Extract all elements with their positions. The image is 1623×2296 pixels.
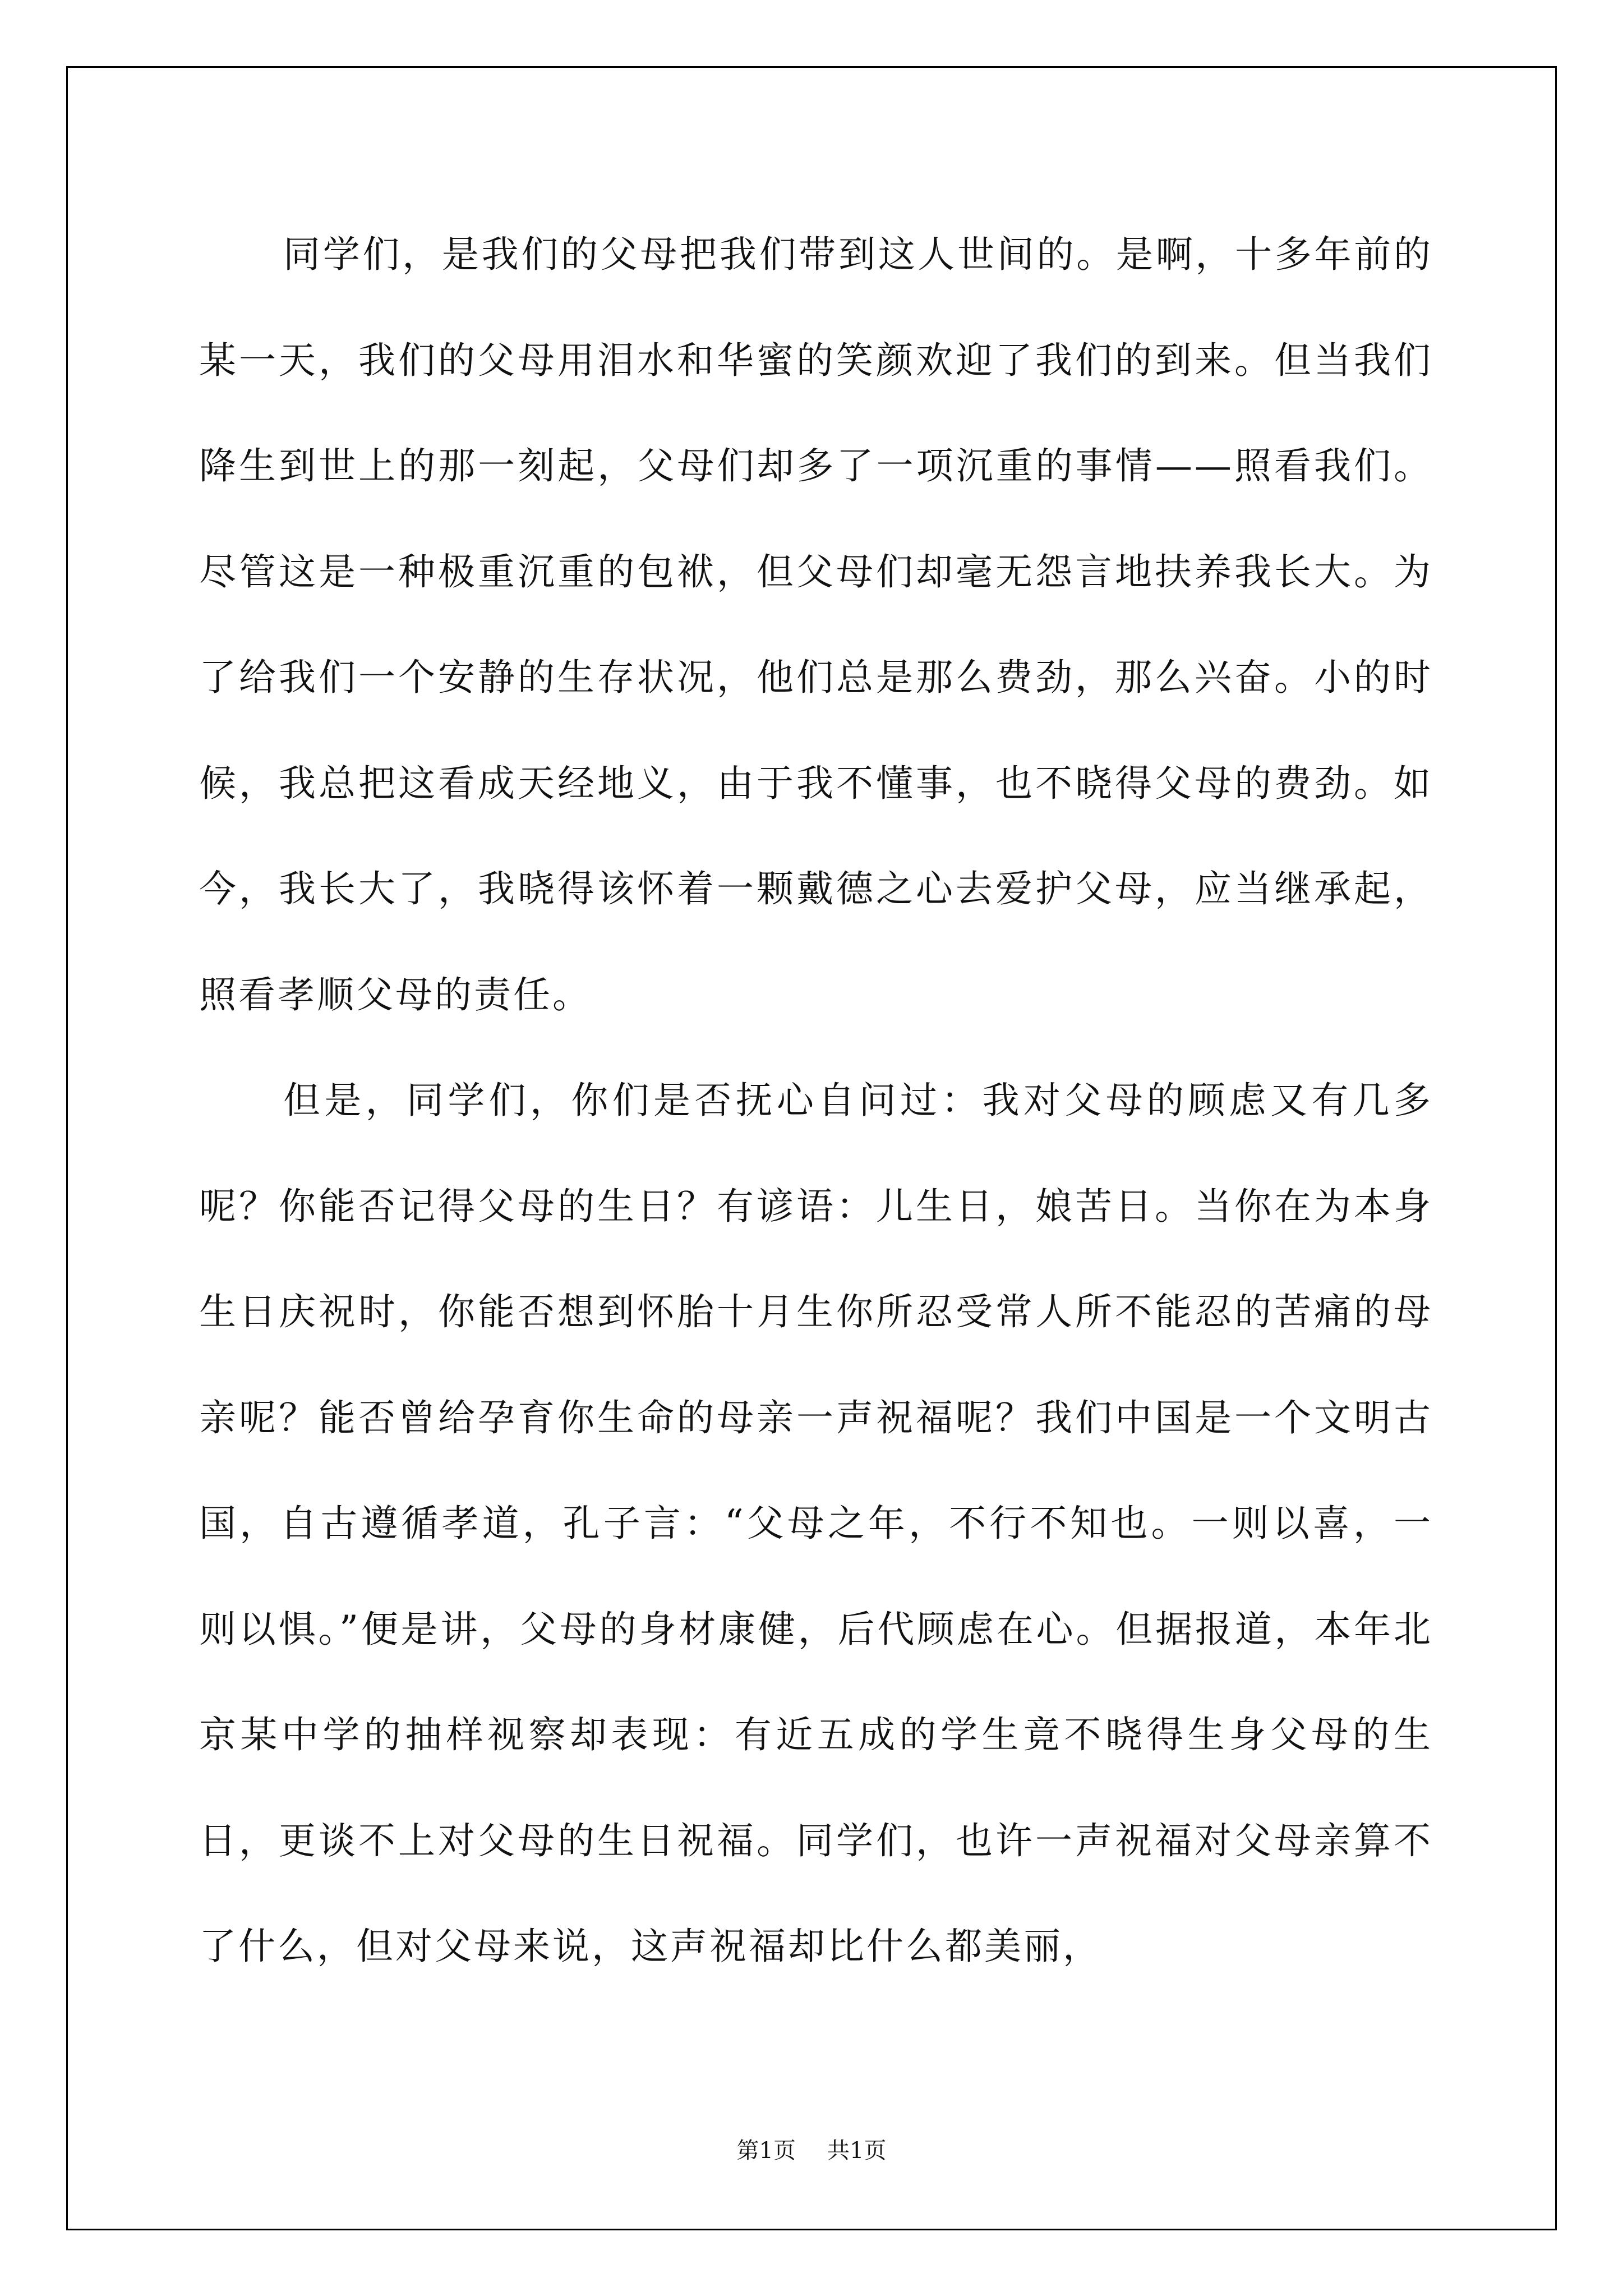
page-total: 共1页 bbox=[827, 2138, 887, 2164]
paragraph-1: 同学们，是我们的父母把我们带到这人世间的。是啊，十多年前的某一天，我们的父母用泪水和华蜜的笑颜欢迎了我们的到来。但当我们降生到世上的那一刻起，父母们却多了一项沉重的事情——照看我们。尽管这是一种极重沉重的包袱，但父母们却毫无怨言地扶养我长大。为了给我们一个安静的生存状况，他们总是那么费劲，那么兴奋。小的时候，我总把这看成天经地义，由于我不懂事，也不晓得父母的费劲。如今，我长大了，我晓得该怀着一颗戴德之心去爱护父母，应当继承起，照看孝顺父母的责任。 bbox=[199, 233, 1433, 1016]
page-number: 第1页 bbox=[736, 2138, 796, 2164]
page-footer bbox=[0, 2133, 1623, 2165]
paragraph-2: 但是，同学们，你们是否抚心自问过：我对父母的顾虑又有几多呢？你能否记得父母的生日？有谚语：儿生日，娘苦日。当你在为本身生日庆祝时，你能否想到怀胎十月生你所忍受常人所不能忍的苦痛的母亲呢？能否曾给孕育你生命的母亲一声祝福呢？我们中国是一个文明古国，自古遵循孝道，孔子言：“父母之年，不行不知也。一则以喜，一则以惧。”便是讲，父母的身材康健，后代顾虑在心。但据报道，本年北京某中学的抽样视察却表现：有近五成的学生竟不晓得生身父母的生日，更谈不上对父母的生日祝福。同学们，也许一声祝福对父母亲算不了什么，但对父母来说，这声祝福却比什么都美丽， bbox=[199, 1079, 1433, 1968]
document-body bbox=[199, 202, 1433, 2000]
